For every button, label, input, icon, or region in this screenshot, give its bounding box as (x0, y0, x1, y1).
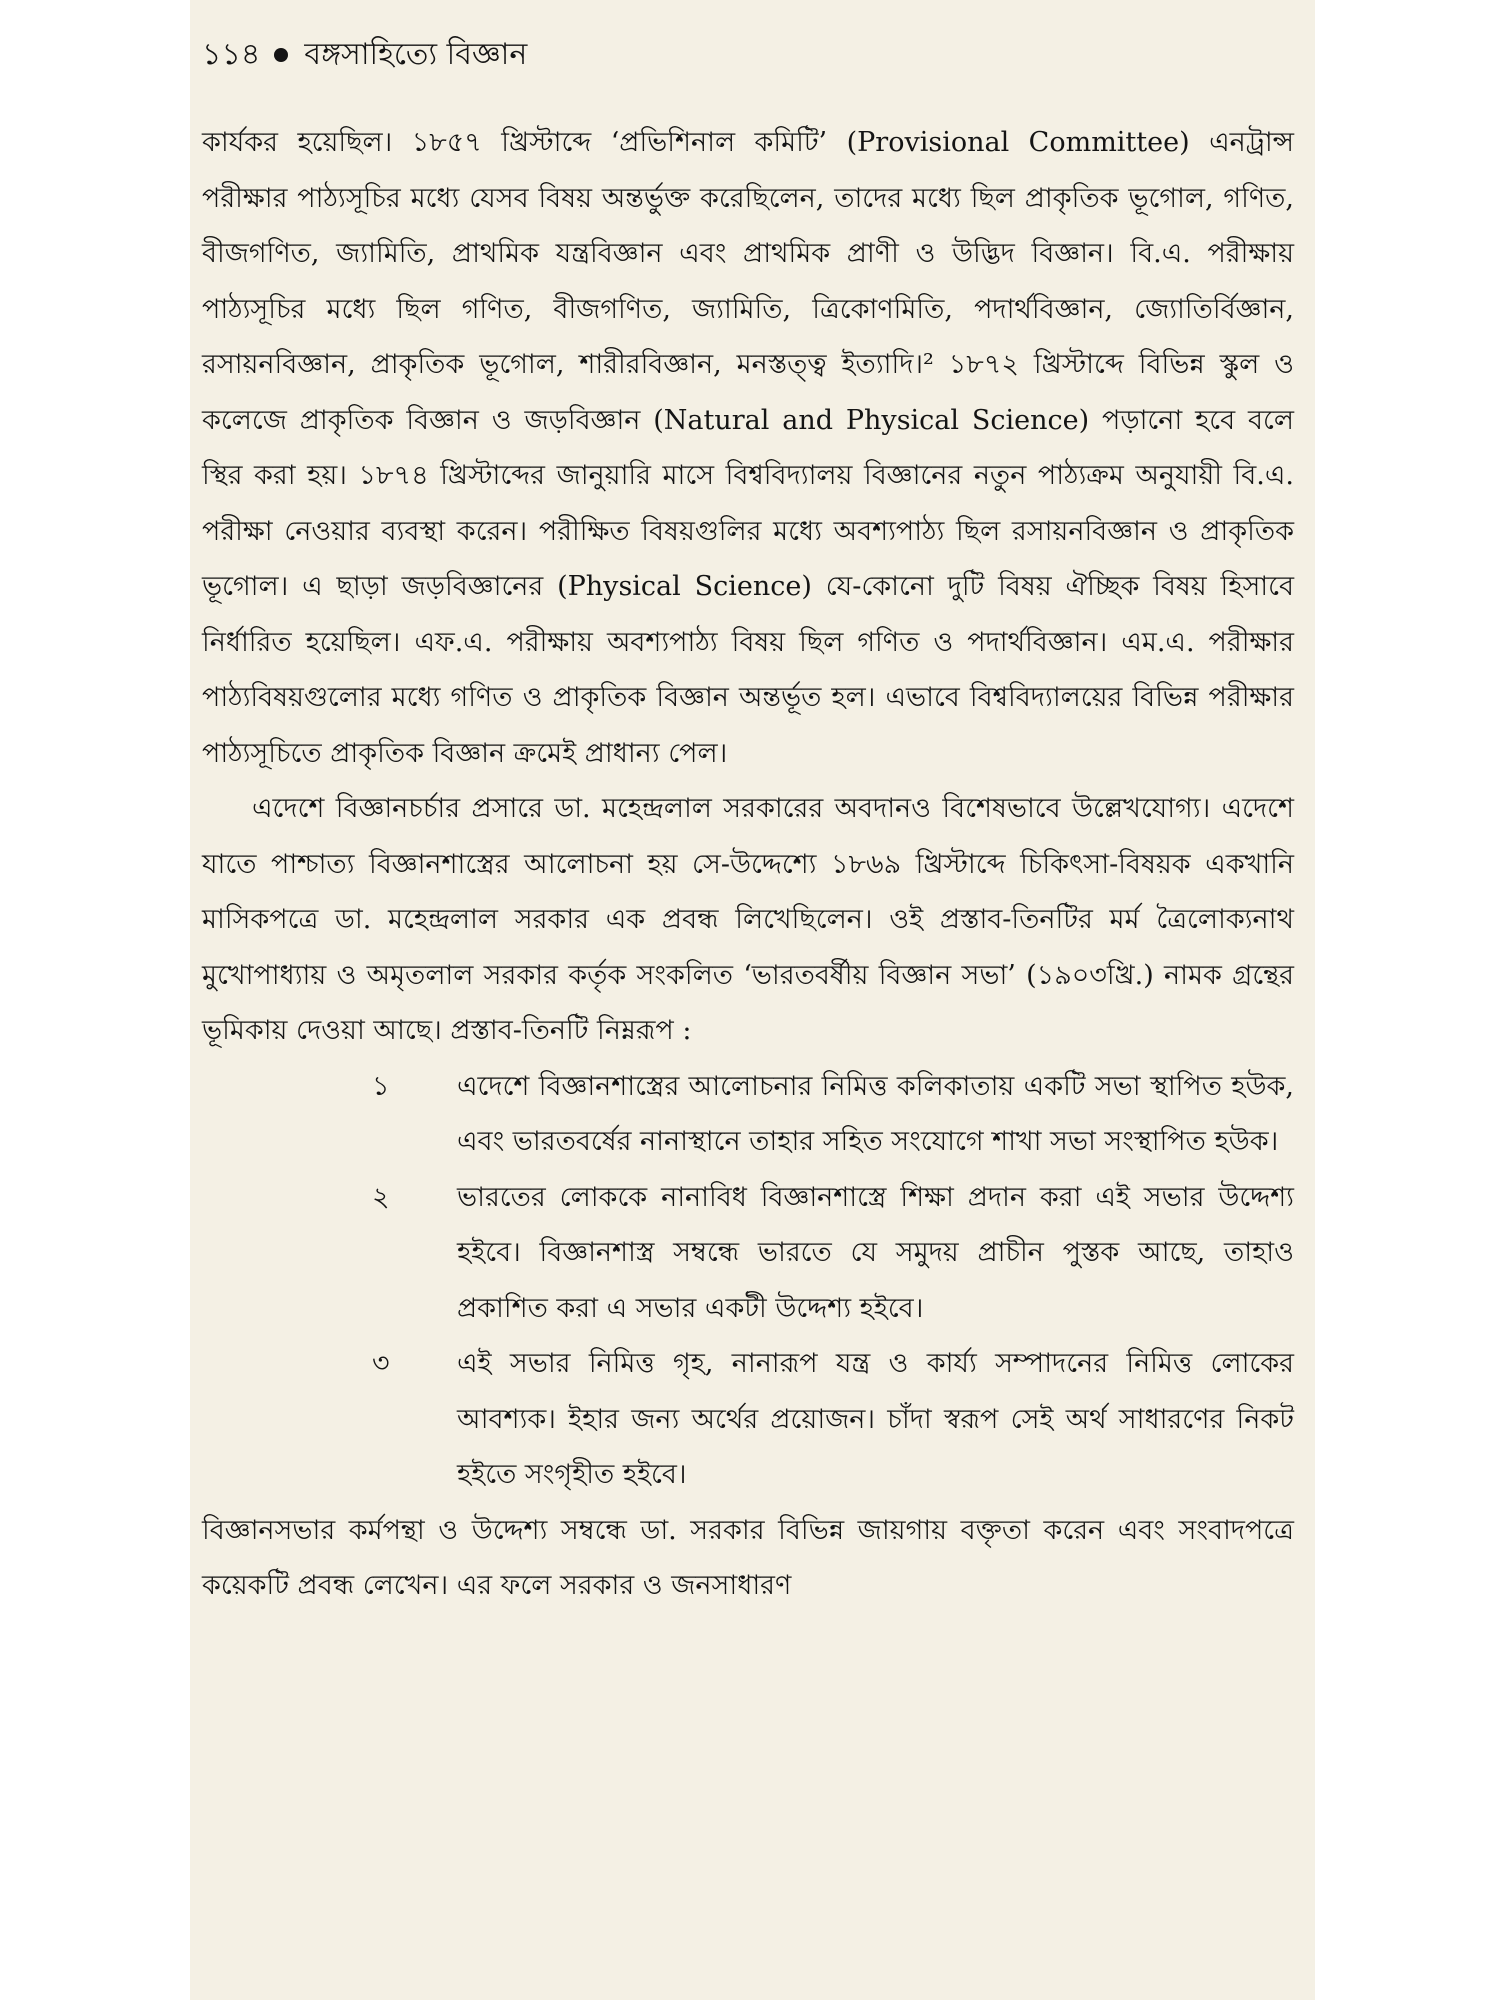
bullet-icon (274, 48, 288, 62)
paragraph-1: কার্যকর হয়েছিল। ১৮৫৭ খ্রিস্টাব্দে ‘প্রভিশিনাল কমিটি’ (Provisional Committee) এনট্রান্স পরীক্ষার পাঠ্যসূচির মধ্যে যেসব বিষয় অন্তর্ভুক্ত করেছিলেন, তাদের মধ্যে ছিল প্রাকৃতিক ভূগোল, গণিত, বীজগণিত, জ্যামিতি, প্রাথমিক যন্ত্রবিজ্ঞান এবং প্রাথমিক প্রাণী ও উদ্ভিদ বিজ্ঞান। বি.এ. পরীক্ষায় পাঠ্যসূচির মধ্যে ছিল গণিত, বীজগণিত, জ্যামিতি, ত্রিকোণমিতি, পদার্থবিজ্ঞান, জ্যোতির্বিজ্ঞান, রসায়নবিজ্ঞান, প্রাকৃতিক ভূগোল, শারীরবিজ্ঞান, মনস্তত্ত্ব ইত্যাদি।² ১৮৭২ খ্রিস্টাব্দে বিভিন্ন স্কুল ও কলেজে প্রাকৃতিক বিজ্ঞান ও জড়বিজ্ঞান (Natural and Physical Science) পড়ানো হবে বলে স্থির করা হয়। ১৮৭৪ খ্রিস্টাব্দের জানুয়ারি মাসে বিশ্ববিদ্যালয় বিজ্ঞানের নতুন পাঠ্যক্রম অনুযায়ী বি.এ. পরীক্ষা নেওয়ার ব্যবস্থা করেন। পরীক্ষিত বিষয়গুলির মধ্যে অবশ্যপাঠ্য ছিল রসায়নবিজ্ঞান ও প্রাকৃতিক ভূগোল। এ ছাড়া জড়বিজ্ঞানের (Physical Science) যে-কোনো দুটি বিষয় ঐচ্ছিক বিষয় হিসাবে নির্ধারিত হয়েছিল। এফ.এ. পরীক্ষায় অবশ্যপাঠ্য বিষয় ছিল গণিত ও পদার্থবিজ্ঞান। এম.এ. পরীক্ষার পাঠ্যবিষয়গুলোর মধ্যে গণিত ও প্রাকৃতিক বিজ্ঞান অন্তর্ভূত হল। এভাবে বিশ্ববিদ্যালয়ের বিভিন্ন পরীক্ষার পাঠ্যসূচিতে প্রাকৃতিক বিজ্ঞান ক্রমেই প্রাধান্য পেল। (202, 127, 1294, 769)
proposal-text: এদেশে বিজ্ঞানশাস্ত্রের আলোচনার নিমিত্ত কলিকাতায় একটি সভা স্থাপিত হউক, এবং ভারতবর্ষের নানাস্থানে তাহার সহিত সংযোগে শাখা সভা সংস্থাপিত হউক। (457, 1070, 1294, 1157)
closing-paragraph: বিজ্ঞানসভার কর্মপন্থা ও উদ্দেশ্য সম্বন্ধে ডা. সরকার বিভিন্ন জায়গায় বক্তৃতা করেন এবং সংবাদপত্রে কয়েকটি প্রবন্ধ লেখেন। এর ফলে সরকার ও জনসাধারণ (202, 1514, 1294, 1601)
proposal-item (202, 1170, 1294, 1337)
paragraph-2: এদেশে বিজ্ঞানচর্চার প্রসারে ডা. মহেন্দ্রলাল সরকারের অবদানও বিশেষভাবে উল্লেখযোগ্য। এদেশে যাতে পাশ্চাত্য বিজ্ঞানশাস্ত্রের আলোচনা হয় সে-উদ্দেশ্যে ১৮৬৯ খ্রিস্টাব্দে চিকিৎসা-বিষয়ক একখানি মাসিকপত্রে ডা. মহেন্দ্রলাল সরকার এক প্রবন্ধ লিখেছিলেন। ওই প্রস্তাব-তিনটির মর্ম ত্রৈলোক্যনাথ মুখোপাধ্যায় ও অমৃতলাল সরকার কর্তৃক সংকলিত ‘ভারতবর্ষীয় বিজ্ঞান সভা’ (১৯০৩খ্রি.) নামক গ্রন্থের ভূমিকায় দেওয়া আছে। প্রস্তাব-তিনটি নিম্নরূপ : (202, 793, 1294, 1046)
page-number: ১১৪ (202, 36, 261, 72)
proposal-number: ১ (372, 1070, 390, 1102)
proposal-item (202, 1059, 1294, 1170)
proposal-number: ৩ (372, 1348, 390, 1379)
proposal-text: ভারতের লোককে নানাবিধ বিজ্ঞানশাস্ত্রে শিক্ষা প্রদান করা এই সভার উদ্দেশ্য হইবে। বিজ্ঞানশাস্ত্র সম্বন্ধে ভারতে যে সমুদয় প্রাচীন পুস্তক আছে, তাহাও প্রকাশিত করা এ সভার একটী উদ্দেশ্য হইবে। (457, 1181, 1294, 1324)
proposal-text: এই সভার নিমিত্ত গৃহ, নানারূপ যন্ত্র ও কার্য্য সম্পাদনের নিমিত্ত লোকের আবশ্যক। ইহার জন্য অর্থের প্রয়োজন। চাঁদা স্বরূপ সেই অর্থ সাধারণের নিকট হইতে সংগৃহীত হইবে। (457, 1348, 1294, 1490)
book-page (190, 0, 1315, 2000)
proposal-number: ২ (372, 1181, 390, 1213)
running-header (202, 30, 527, 80)
book-title: বঙ্গসাহিত্যে বিজ্ঞান (304, 36, 528, 72)
body-text (202, 115, 1294, 1614)
proposal-item (202, 1336, 1294, 1503)
